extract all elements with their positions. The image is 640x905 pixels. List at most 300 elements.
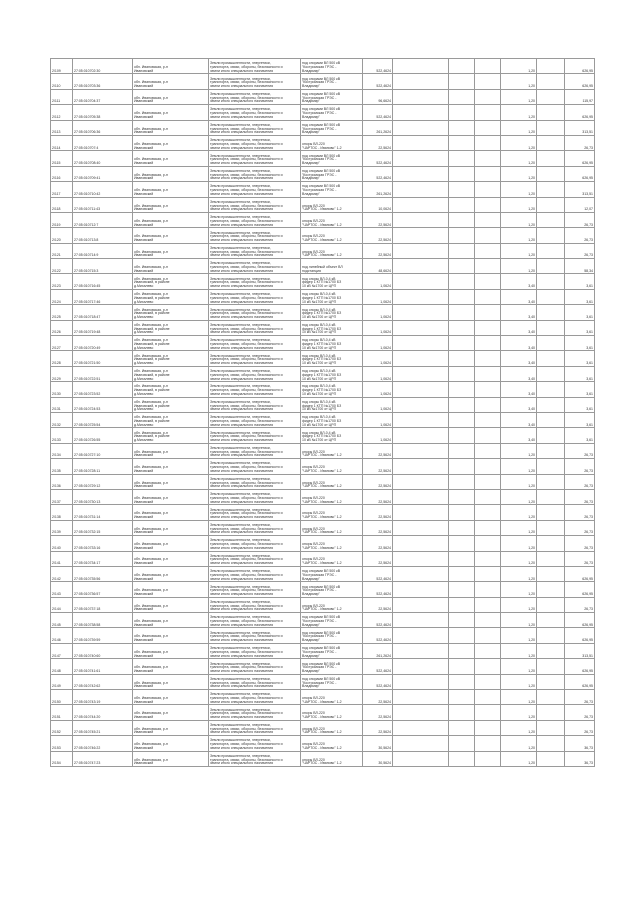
empty-cell — [537, 135, 565, 150]
empty-cell — [449, 166, 475, 181]
empty-cell — [449, 536, 475, 551]
cadastral-number-cell: 27:05:010709:41 — [73, 166, 133, 181]
object-cell: под опоры ВЛ-0,4 кВ фидер 1 КТП №1700 БЗ 10 кВ №1700 от ЦРП — [301, 428, 363, 443]
rate-cell: 3,40 — [501, 320, 537, 335]
land-category-cell: Земли промышленности, энергетики, транспорта, связи, обороны, безопасности и земли иного специального назначения — [209, 505, 301, 520]
table-row — [51, 59, 595, 74]
empty-cell — [449, 274, 475, 289]
area-cell: 522,4624 — [363, 105, 393, 120]
empty-cell — [537, 259, 565, 274]
area-cell: 22,5624 — [363, 597, 393, 612]
land-category-cell: Земли промышленности, энергетики, транспорта, связи, обороны, безопасности и земли иного специального назначения — [209, 274, 301, 289]
rate-cell: 1,20 — [501, 182, 537, 197]
address-cell: обл. Ивановская, р-н Ивановский — [133, 74, 209, 89]
object-cell: опоры ВЛ-220 "ЧАРТОС - Иваново" 1-2 — [301, 736, 363, 751]
empty-cell — [537, 459, 565, 474]
area-cell: 10,0624 — [363, 197, 393, 212]
object-cell: под опорами ВЛ 500 кВ "Костромская ГРЭС - Владимир" — [301, 659, 363, 674]
empty-cell — [393, 105, 449, 120]
empty-cell — [537, 628, 565, 643]
object-cell: под линейный объект ВЛ подстанция — [301, 259, 363, 274]
table-row — [51, 566, 595, 581]
empty-cell — [393, 736, 449, 751]
area-cell: 522,4624 — [363, 59, 393, 74]
address-cell: обл. Ивановская, р-н Ивановский, в районе д.Михалево — [133, 320, 209, 335]
land-plots-table — [50, 58, 595, 767]
empty-cell — [393, 520, 449, 535]
object-cell: под опорами ВЛ 500 кВ "Костромская ГРЭС - Владимир" — [301, 628, 363, 643]
empty-cell — [537, 643, 565, 658]
empty-cell — [475, 336, 501, 351]
empty-cell — [449, 397, 475, 412]
row-number-cell: 2/117 — [51, 182, 73, 197]
row-number-cell: 2/109 — [51, 59, 73, 74]
empty-cell — [537, 89, 565, 104]
empty-cell — [537, 120, 565, 135]
rate-cell: 1,20 — [501, 120, 537, 135]
empty-cell — [393, 351, 449, 366]
object-cell: опоры ВЛ-220 "ЧАРТОС - Иваново" 1-2 — [301, 690, 363, 705]
empty-cell — [393, 259, 449, 274]
land-category-cell: Земли промышленности, энергетики, транспорта, связи, обороны, безопасности и земли иного специального назначения — [209, 105, 301, 120]
address-cell: обл. Ивановская, р-н Ивановский — [133, 59, 209, 74]
row-number-cell: 2/123 — [51, 274, 73, 289]
amount-cell: 3,61 — [565, 320, 595, 335]
land-category-cell: Земли промышленности, энергетики, транспорта, связи, обороны, безопасности и земли иного специального назначения — [209, 566, 301, 581]
area-cell: 22,5624 — [363, 720, 393, 735]
land-category-cell: Земли промышленности, энергетики, транспорта, связи, обороны, безопасности и земли иного специального назначения — [209, 382, 301, 397]
amount-cell: 3,61 — [565, 428, 595, 443]
empty-cell — [475, 459, 501, 474]
cadastral-number-cell: 27:05:010726:55 — [73, 428, 133, 443]
address-cell: обл. Ивановская, р-н Ивановский — [133, 197, 209, 212]
area-cell: 522,4624 — [363, 674, 393, 689]
empty-cell — [475, 89, 501, 104]
land-category-cell: Земли промышленности, энергетики, транспорта, связи, обороны, безопасности и земли иного специального назначения — [209, 197, 301, 212]
land-category-cell: Земли промышленности, энергетики, транспорта, связи, обороны, безопасности и земли иного специального назначения — [209, 597, 301, 612]
area-cell: 22,5624 — [363, 459, 393, 474]
empty-cell — [537, 551, 565, 566]
object-cell: опоры ВЛ-220 "ЧАРТОС - Иваново" 1-2 — [301, 197, 363, 212]
row-number-cell: 2/135 — [51, 459, 73, 474]
amount-cell: 626,95 — [565, 74, 595, 89]
area-cell: 522,4624 — [363, 151, 393, 166]
area-cell: 261,2624 — [363, 643, 393, 658]
object-cell: под опоры ВЛ-0,4 кВ фидер 1 КТП №1700 БЗ 10 кВ №1700 от ЦРП — [301, 305, 363, 320]
address-cell: обл. Ивановская, р-н Ивановский — [133, 751, 209, 766]
address-cell: обл. Ивановская, р-н Ивановский — [133, 520, 209, 535]
object-cell: под опоры ВЛ-0,4 кВ фидер 1 КТП №1700 БЗ 10 кВ №1700 от ЦРП — [301, 397, 363, 412]
empty-cell — [449, 628, 475, 643]
table-row — [51, 228, 595, 243]
rate-cell: 3,40 — [501, 336, 537, 351]
row-number-cell: 2/115 — [51, 151, 73, 166]
cadastral-number-cell: 27:05:010729:12 — [73, 474, 133, 489]
area-cell: 522,4624 — [363, 74, 393, 89]
rate-cell: 1,20 — [501, 566, 537, 581]
empty-cell — [393, 166, 449, 181]
empty-cell — [537, 289, 565, 304]
empty-cell — [393, 643, 449, 658]
empty-cell — [475, 228, 501, 243]
object-cell: под опоры ВЛ-0,4 кВ фидер 1 КТП №1700 БЗ 10 кВ №1700 от ЦРП — [301, 274, 363, 289]
address-cell: обл. Ивановская, р-н Ивановский — [133, 89, 209, 104]
address-cell: обл. Ивановская, р-н Ивановский, в районе д.Михалево — [133, 274, 209, 289]
empty-cell — [449, 412, 475, 427]
object-cell: опоры ВЛ-220 "ЧАРТОС - Иваново" 1-2 — [301, 228, 363, 243]
amount-cell: 26,73 — [565, 228, 595, 243]
empty-cell — [537, 443, 565, 458]
object-cell: под опоры ВЛ-0,4 кВ фидер 1 КТП №1700 БЗ 10 кВ №1700 от ЦРП — [301, 336, 363, 351]
rate-cell: 1,20 — [501, 613, 537, 628]
cadastral-number-cell: 27:05:010743:19 — [73, 690, 133, 705]
empty-cell — [449, 197, 475, 212]
land-category-cell: Земли промышленности, энергетики, транспорта, связи, обороны, безопасности и земли иного специального назначения — [209, 536, 301, 551]
table-row — [51, 613, 595, 628]
row-number-cell: 2/143 — [51, 582, 73, 597]
amount-cell: 26,73 — [565, 705, 595, 720]
amount-cell: 26,73 — [565, 243, 595, 258]
empty-cell — [475, 705, 501, 720]
address-cell: обл. Ивановская, р-н Ивановский, в районе д.Михалево — [133, 289, 209, 304]
area-cell: 1,0624 — [363, 336, 393, 351]
empty-cell — [537, 274, 565, 289]
empty-cell — [449, 566, 475, 581]
empty-cell — [475, 59, 501, 74]
empty-cell — [449, 59, 475, 74]
rate-cell: 1,20 — [501, 443, 537, 458]
empty-cell — [475, 428, 501, 443]
object-cell: под опорами ВЛ 500 кВ "Костромская ГРЭС - Владимир" — [301, 105, 363, 120]
empty-cell — [537, 351, 565, 366]
amount-cell: 26,73 — [565, 720, 595, 735]
object-cell: опоры ВЛ-220 "ЧАРТОС - Иваново" 1-2 — [301, 551, 363, 566]
area-cell: 22,5624 — [363, 690, 393, 705]
address-cell: обл. Ивановская, р-н Ивановский, в районе д.Михалево — [133, 351, 209, 366]
object-cell: под опорами ВЛ 500 кВ "Костромская ГРЭС - Владимир" — [301, 582, 363, 597]
address-cell: обл. Ивановская, р-н Ивановский — [133, 566, 209, 581]
address-cell: обл. Ивановская, р-н Ивановский — [133, 243, 209, 258]
rate-cell: 1,20 — [501, 505, 537, 520]
address-cell: обл. Ивановская, р-н Ивановский — [133, 166, 209, 181]
empty-cell — [449, 489, 475, 504]
object-cell: опоры ВЛ-220 "ЧАРТОС - Иваново" 1-2 — [301, 474, 363, 489]
land-category-cell: Земли промышленности, энергетики, транспорта, связи, обороны, безопасности и земли иного специального назначения — [209, 74, 301, 89]
rate-cell: 1,20 — [501, 597, 537, 612]
table-row — [51, 536, 595, 551]
empty-cell — [475, 305, 501, 320]
table-row — [51, 705, 595, 720]
object-cell: под опорами ВЛ 500 кВ "Костромская ГРЭС - Владимир" — [301, 166, 363, 181]
empty-cell — [449, 520, 475, 535]
area-cell: 522,4624 — [363, 166, 393, 181]
empty-cell — [449, 336, 475, 351]
row-number-cell: 2/126 — [51, 320, 73, 335]
area-cell: 261,2624 — [363, 120, 393, 135]
row-number-cell: 2/134 — [51, 443, 73, 458]
object-cell: под опорами ВЛ 500 кВ "Костромская ГРЭС - Владимир" — [301, 74, 363, 89]
row-number-cell: 2/136 — [51, 474, 73, 489]
table-row — [51, 151, 595, 166]
empty-cell — [537, 751, 565, 766]
row-number-cell: 2/141 — [51, 551, 73, 566]
row-number-cell: 2/127 — [51, 336, 73, 351]
empty-cell — [393, 151, 449, 166]
empty-cell — [449, 382, 475, 397]
cadastral-number-cell: 27:05:010723:52 — [73, 382, 133, 397]
amount-cell: 3,61 — [565, 382, 595, 397]
amount-cell: 626,95 — [565, 105, 595, 120]
empty-cell — [537, 382, 565, 397]
amount-cell: 26,73 — [565, 135, 595, 150]
address-cell: обл. Ивановская, р-н Ивановский, в районе д.Михалево — [133, 336, 209, 351]
empty-cell — [393, 536, 449, 551]
area-cell: 1,0624 — [363, 274, 393, 289]
row-number-cell: 2/111 — [51, 89, 73, 104]
empty-cell — [537, 182, 565, 197]
cadastral-number-cell: 27:05:010741:61 — [73, 659, 133, 674]
land-category-cell: Земли промышленности, энергетики, транспорта, связи, обороны, безопасности и земли иного специального назначения — [209, 459, 301, 474]
empty-cell — [393, 690, 449, 705]
empty-cell — [393, 243, 449, 258]
land-category-cell: Земли промышленности, энергетики, транспорта, связи, обороны, безопасности и земли иного специального назначения — [209, 305, 301, 320]
empty-cell — [475, 382, 501, 397]
row-number-cell: 2/110 — [51, 74, 73, 89]
land-category-cell: Земли промышленности, энергетики, транспорта, связи, обороны, безопасности и земли иного специального назначения — [209, 135, 301, 150]
area-cell: 522,4624 — [363, 582, 393, 597]
row-number-cell: 2/137 — [51, 489, 73, 504]
table-row — [51, 166, 595, 181]
table-row — [51, 289, 595, 304]
area-cell: 22,5624 — [363, 705, 393, 720]
cadastral-number-cell: 27:05:010724:53 — [73, 397, 133, 412]
empty-cell — [475, 120, 501, 135]
object-cell: опоры ВЛ-220 "ЧАРТОС - Иваново" 1-2 — [301, 597, 363, 612]
empty-cell — [537, 166, 565, 181]
empty-cell — [449, 305, 475, 320]
cadastral-number-cell: 27:05:010719:48 — [73, 320, 133, 335]
empty-cell — [393, 320, 449, 335]
area-cell: 22,5624 — [363, 243, 393, 258]
cadastral-number-cell: 27:05:010745:21 — [73, 720, 133, 735]
land-category-cell: Земли промышленности, энергетики, транспорта, связи, обороны, безопасности и земли иного специального назначения — [209, 720, 301, 735]
amount-cell: 3,61 — [565, 351, 595, 366]
cadastral-number-cell: 27:05:010704:37 — [73, 89, 133, 104]
land-category-cell: Земли промышленности, энергетики, транспорта, связи, обороны, безопасности и земли иного специального назначения — [209, 366, 301, 381]
empty-cell — [449, 243, 475, 258]
row-number-cell: 2/132 — [51, 412, 73, 427]
table-row — [51, 366, 595, 381]
address-cell: обл. Ивановская, р-н Ивановский — [133, 690, 209, 705]
object-cell: опоры ВЛ-220 "ЧАРТОС - Иваново" 1-2 — [301, 705, 363, 720]
object-cell: под опоры ВЛ-0,4 кВ фидер 1 КТП №1700 БЗ 10 кВ №1700 от ЦРП — [301, 320, 363, 335]
empty-cell — [537, 705, 565, 720]
empty-cell — [475, 505, 501, 520]
table-row — [51, 259, 595, 274]
table-row — [51, 182, 595, 197]
area-cell: 22,5624 — [363, 536, 393, 551]
amount-cell: 3,61 — [565, 366, 595, 381]
amount-cell: 26,73 — [565, 459, 595, 474]
object-cell: опоры ВЛ-220 "ЧАРТОС - Иваново" 1-2 — [301, 459, 363, 474]
table-row — [51, 336, 595, 351]
rate-cell: 1,20 — [501, 197, 537, 212]
table-row — [51, 428, 595, 443]
cadastral-number-cell: 27:05:010728:11 — [73, 459, 133, 474]
object-cell: под опорами ВЛ 500 кВ "Костромская ГРЭС - Владимир" — [301, 674, 363, 689]
empty-cell — [449, 259, 475, 274]
empty-cell — [475, 151, 501, 166]
land-category-cell: Земли промышленности, энергетики, транспорта, связи, обороны, безопасности и земли иного специального назначения — [209, 582, 301, 597]
empty-cell — [537, 720, 565, 735]
amount-cell: 26,73 — [565, 520, 595, 535]
row-number-cell: 2/138 — [51, 505, 73, 520]
amount-cell: 12,07 — [565, 197, 595, 212]
rate-cell: 1,20 — [501, 74, 537, 89]
cadastral-number-cell: 27:05:010720:49 — [73, 336, 133, 351]
cadastral-number-cell: 27:05:010713:8 — [73, 228, 133, 243]
address-cell: обл. Ивановская, р-н Ивановский, в районе д.Михалево — [133, 412, 209, 427]
area-cell: 96,6624 — [363, 89, 393, 104]
object-cell: под опорами ВЛ 500 кВ "Костромская ГРЭС - Владимир" — [301, 566, 363, 581]
table-row — [51, 582, 595, 597]
empty-cell — [475, 520, 501, 535]
object-cell: под опорами ВЛ 500 кВ "Костромская ГРЭС - Владимир" — [301, 151, 363, 166]
empty-cell — [393, 551, 449, 566]
address-cell: обл. Ивановская, р-н Ивановский — [133, 182, 209, 197]
land-category-cell: Земли промышленности, энергетики, транспорта, связи, обороны, безопасности и земли иного специального назначения — [209, 428, 301, 443]
table-row — [51, 643, 595, 658]
rate-cell: 1,20 — [501, 259, 537, 274]
land-category-cell: Земли промышленности, энергетики, транспорта, связи, обороны, безопасности и земли иного специального назначения — [209, 89, 301, 104]
empty-cell — [393, 597, 449, 612]
cadastral-number-cell: 27:05:010747:23 — [73, 751, 133, 766]
object-cell: опоры ВЛ-220 "ЧАРТОС - Иваново" 1-2 — [301, 243, 363, 258]
empty-cell — [449, 320, 475, 335]
empty-cell — [475, 489, 501, 504]
cadastral-number-cell: 27:05:010733:16 — [73, 536, 133, 551]
empty-cell — [475, 536, 501, 551]
amount-cell: 26,73 — [565, 474, 595, 489]
empty-cell — [537, 74, 565, 89]
table-row — [51, 135, 595, 150]
cadastral-number-cell: 27:05:010740:60 — [73, 643, 133, 658]
empty-cell — [393, 489, 449, 504]
cadastral-number-cell: 27:05:010735:56 — [73, 566, 133, 581]
rate-cell: 1,20 — [501, 135, 537, 150]
empty-cell — [475, 720, 501, 735]
empty-cell — [475, 212, 501, 227]
row-number-cell: 2/114 — [51, 135, 73, 150]
cadastral-number-cell: 27:05:010705:38 — [73, 105, 133, 120]
cadastral-number-cell: 27:05:010715:3 — [73, 259, 133, 274]
empty-cell — [393, 74, 449, 89]
row-number-cell: 2/130 — [51, 382, 73, 397]
empty-cell — [449, 351, 475, 366]
land-category-cell: Земли промышленности, энергетики, транспорта, связи, обороны, безопасности и земли иного специального назначения — [209, 489, 301, 504]
cadastral-number-cell: 27:05:010744:20 — [73, 705, 133, 720]
empty-cell — [537, 228, 565, 243]
empty-cell — [475, 259, 501, 274]
land-category-cell: Земли промышленности, энергетики, транспорта, связи, обороны, безопасности и земли иного специального назначения — [209, 643, 301, 658]
land-category-cell: Земли промышленности, энергетики, транспорта, связи, обороны, безопасности и земли иного специального назначения — [209, 520, 301, 535]
empty-cell — [537, 613, 565, 628]
empty-cell — [537, 597, 565, 612]
address-cell: обл. Ивановская, р-н Ивановский — [133, 705, 209, 720]
empty-cell — [475, 551, 501, 566]
address-cell: обл. Ивановская, р-н Ивановский — [133, 489, 209, 504]
cadastral-number-cell: 27:05:010707:4 — [73, 135, 133, 150]
cadastral-number-cell: 27:05:010714:9 — [73, 243, 133, 258]
land-category-cell: Земли промышленности, энергетики, транспорта, связи, обороны, безопасности и земли иного специального назначения — [209, 690, 301, 705]
row-number-cell: 2/125 — [51, 305, 73, 320]
area-cell: 22,5624 — [363, 474, 393, 489]
empty-cell — [393, 428, 449, 443]
amount-cell: 26,73 — [565, 551, 595, 566]
empty-cell — [537, 212, 565, 227]
empty-cell — [449, 720, 475, 735]
land-category-cell: Земли промышленности, энергетики, транспорта, связи, обороны, безопасности и земли иного специального назначения — [209, 336, 301, 351]
table-row — [51, 443, 595, 458]
address-cell: обл. Ивановская, р-н Ивановский — [133, 597, 209, 612]
empty-cell — [475, 751, 501, 766]
row-number-cell: 2/139 — [51, 520, 73, 535]
rate-cell: 1,20 — [501, 736, 537, 751]
object-cell: под опоры ВЛ-0,4 кВ фидер 1 КТП №1700 БЗ 10 кВ №1700 от ЦРП — [301, 412, 363, 427]
object-cell: под опоры ВЛ-0,4 кВ фидер 1 КТП №1700 БЗ 10 кВ №1700 от ЦРП — [301, 289, 363, 304]
rate-cell: 3,40 — [501, 289, 537, 304]
empty-cell — [393, 135, 449, 150]
area-cell: 1,0624 — [363, 397, 393, 412]
rate-cell: 1,20 — [501, 751, 537, 766]
amount-cell: 3,61 — [565, 397, 595, 412]
table-row — [51, 382, 595, 397]
empty-cell — [393, 613, 449, 628]
area-cell: 1,0624 — [363, 320, 393, 335]
table-row — [51, 720, 595, 735]
cadastral-number-cell: 27:05:010708:40 — [73, 151, 133, 166]
empty-cell — [475, 351, 501, 366]
rate-cell: 1,20 — [501, 59, 537, 74]
area-cell: 522,4624 — [363, 659, 393, 674]
amount-cell: 36,73 — [565, 751, 595, 766]
empty-cell — [449, 228, 475, 243]
land-category-cell: Земли промышленности, энергетики, транспорта, связи, обороны, безопасности и земли иного специального назначения — [209, 182, 301, 197]
land-category-cell: Земли промышленности, энергетики, транспорта, связи, обороны, безопасности и земли иного специального назначения — [209, 736, 301, 751]
empty-cell — [537, 412, 565, 427]
area-cell: 22,5624 — [363, 443, 393, 458]
cadastral-number-cell: 27:05:010727:10 — [73, 443, 133, 458]
empty-cell — [475, 166, 501, 181]
row-number-cell: 2/154 — [51, 751, 73, 766]
object-cell: опоры ВЛ-220 "ЧАРТОС - Иваново" 1-2 — [301, 505, 363, 520]
address-cell: обл. Ивановская, р-н Ивановский — [133, 228, 209, 243]
land-category-cell: Земли промышленности, энергетики, транспорта, связи, обороны, безопасности и земли иного специального назначения — [209, 613, 301, 628]
table-row — [51, 89, 595, 104]
empty-cell — [537, 105, 565, 120]
rate-cell: 3,40 — [501, 366, 537, 381]
object-cell: опоры ВЛ-220 "ЧАРТОС - Иваново" 1-2 — [301, 135, 363, 150]
table-row — [51, 305, 595, 320]
address-cell: обл. Ивановская, р-н Ивановский — [133, 120, 209, 135]
table-row — [51, 520, 595, 535]
address-cell: обл. Ивановская, р-н Ивановский — [133, 105, 209, 120]
address-cell: обл. Ивановская, р-н Ивановский — [133, 135, 209, 150]
amount-cell: 626,95 — [565, 628, 595, 643]
rate-cell: 1,20 — [501, 536, 537, 551]
rate-cell: 1,20 — [501, 628, 537, 643]
cadastral-number-cell: 27:05:010737:18 — [73, 597, 133, 612]
